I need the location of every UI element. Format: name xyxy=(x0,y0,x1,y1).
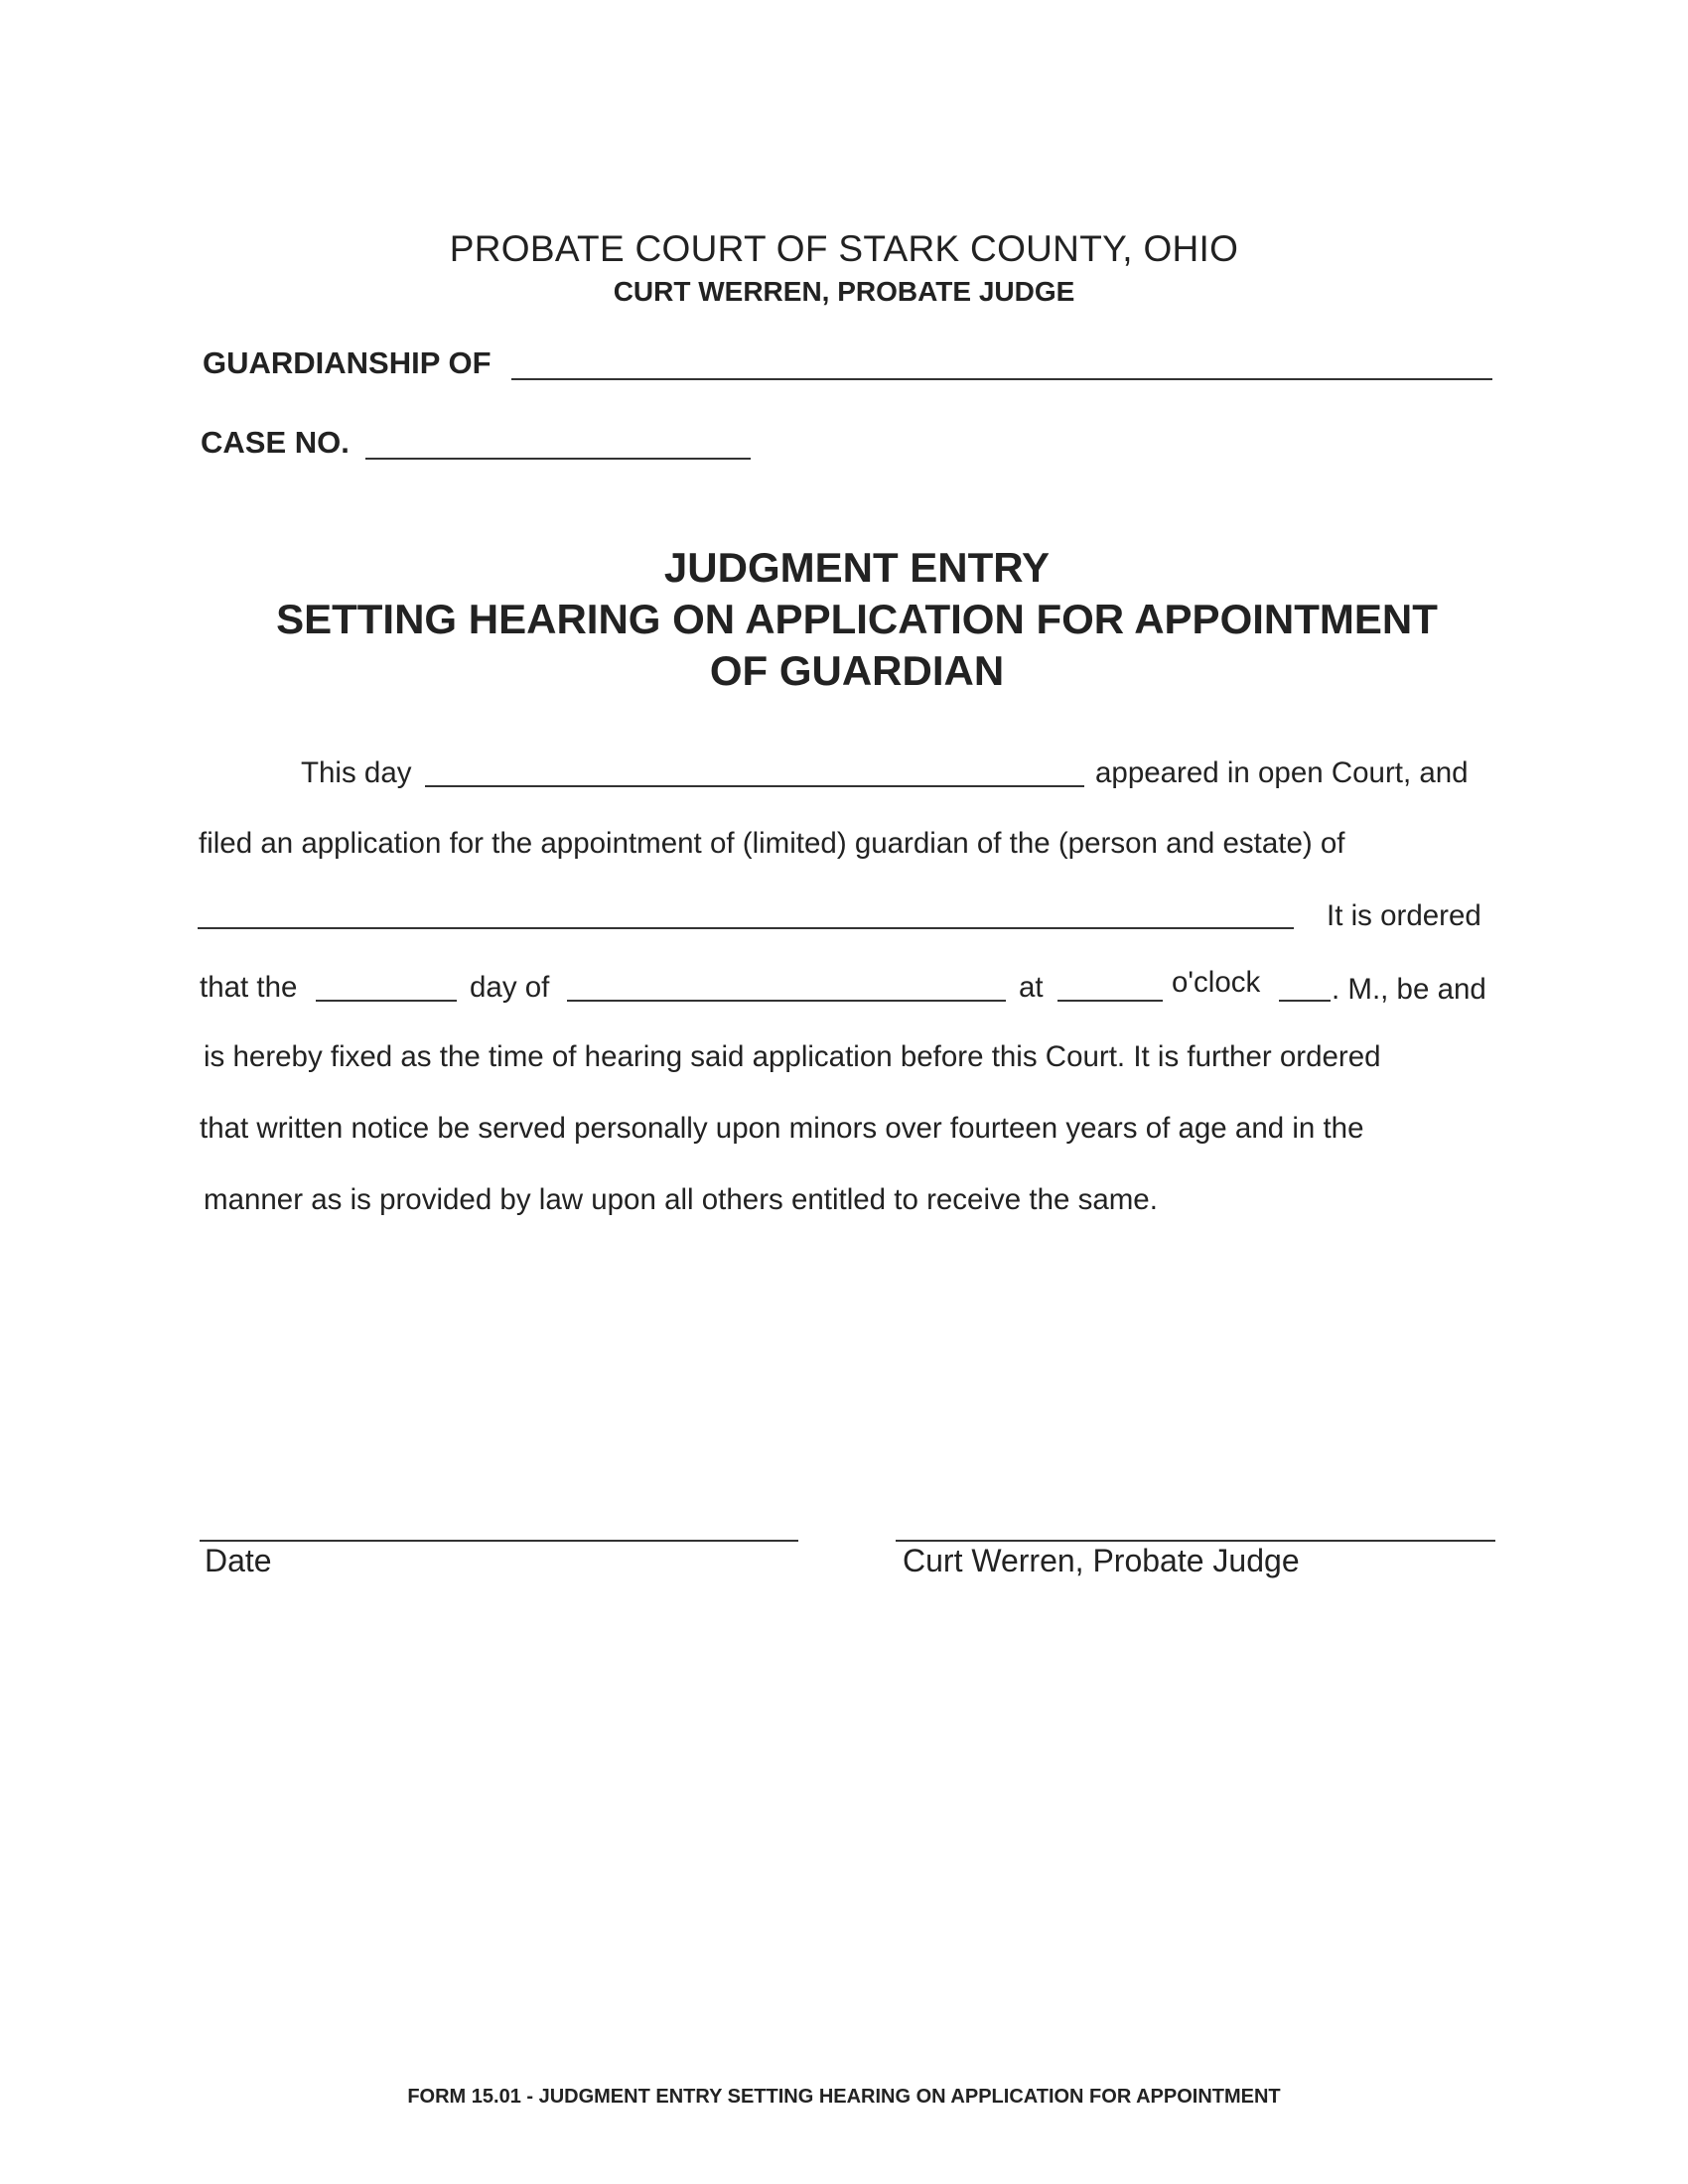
that-the-text: that the xyxy=(200,971,298,1004)
body-line-6: that written notice be served personally upon minors over fourteen years of age and in the xyxy=(200,1112,1364,1145)
hearing-month-field[interactable] xyxy=(567,1000,1006,1002)
appeared-text: appeared in open Court, and xyxy=(1095,756,1469,789)
title-line-3: OF GUARDIAN xyxy=(709,647,1005,694)
hearing-hour-field[interactable] xyxy=(1057,1000,1163,1002)
judge-signature-line[interactable] xyxy=(896,1540,1495,1542)
title-line-1: JUDGMENT ENTRY xyxy=(663,544,1051,591)
date-signature-line[interactable] xyxy=(200,1540,798,1542)
ward-name-field[interactable] xyxy=(198,927,1294,929)
guardianship-label: GUARDIANSHIP OF xyxy=(203,345,492,380)
body-line-7: manner as is provided by law upon all others entitled to receive the same. xyxy=(204,1183,1158,1216)
guardianship-name-field[interactable] xyxy=(511,378,1492,380)
hearing-day-field[interactable] xyxy=(316,1000,457,1002)
case-no-label: CASE NO. xyxy=(201,425,350,460)
form-footer: FORM 15.01 - JUDGMENT ENTRY SETTING HEARING ON APPLICATION FOR APPOINTMENT xyxy=(407,2086,1281,2108)
it-is-ordered-text: It is ordered xyxy=(1327,899,1481,932)
oclock-text: o'clock xyxy=(1172,966,1261,999)
date-label: Date xyxy=(205,1543,272,1578)
filed-application-text: filed an application for the appointment of (limited) guardian of the (person and estate) of xyxy=(199,827,1345,860)
am-pm-field[interactable] xyxy=(1279,1000,1331,1002)
case-number-field[interactable] xyxy=(365,458,751,460)
at-text: at xyxy=(1019,971,1044,1004)
applicant-name-field[interactable] xyxy=(425,785,1084,787)
day-of-text: day of xyxy=(470,971,550,1004)
judge-name: CURT WERREN, PROBATE JUDGE xyxy=(613,276,1075,307)
this-day-text: This day xyxy=(301,756,412,789)
judge-signature-label: Curt Werren, Probate Judge xyxy=(903,1543,1300,1578)
court-name: PROBATE COURT OF STARK COUNTY, OHIO xyxy=(449,228,1239,269)
body-line-5: is hereby fixed as the time of hearing said application before this Court. It is further ordered xyxy=(204,1040,1381,1073)
title-line-2: SETTING HEARING ON APPLICATION FOR APPOINTMENT xyxy=(276,596,1438,642)
m-be-and-text: . M., be and xyxy=(1332,973,1486,1006)
